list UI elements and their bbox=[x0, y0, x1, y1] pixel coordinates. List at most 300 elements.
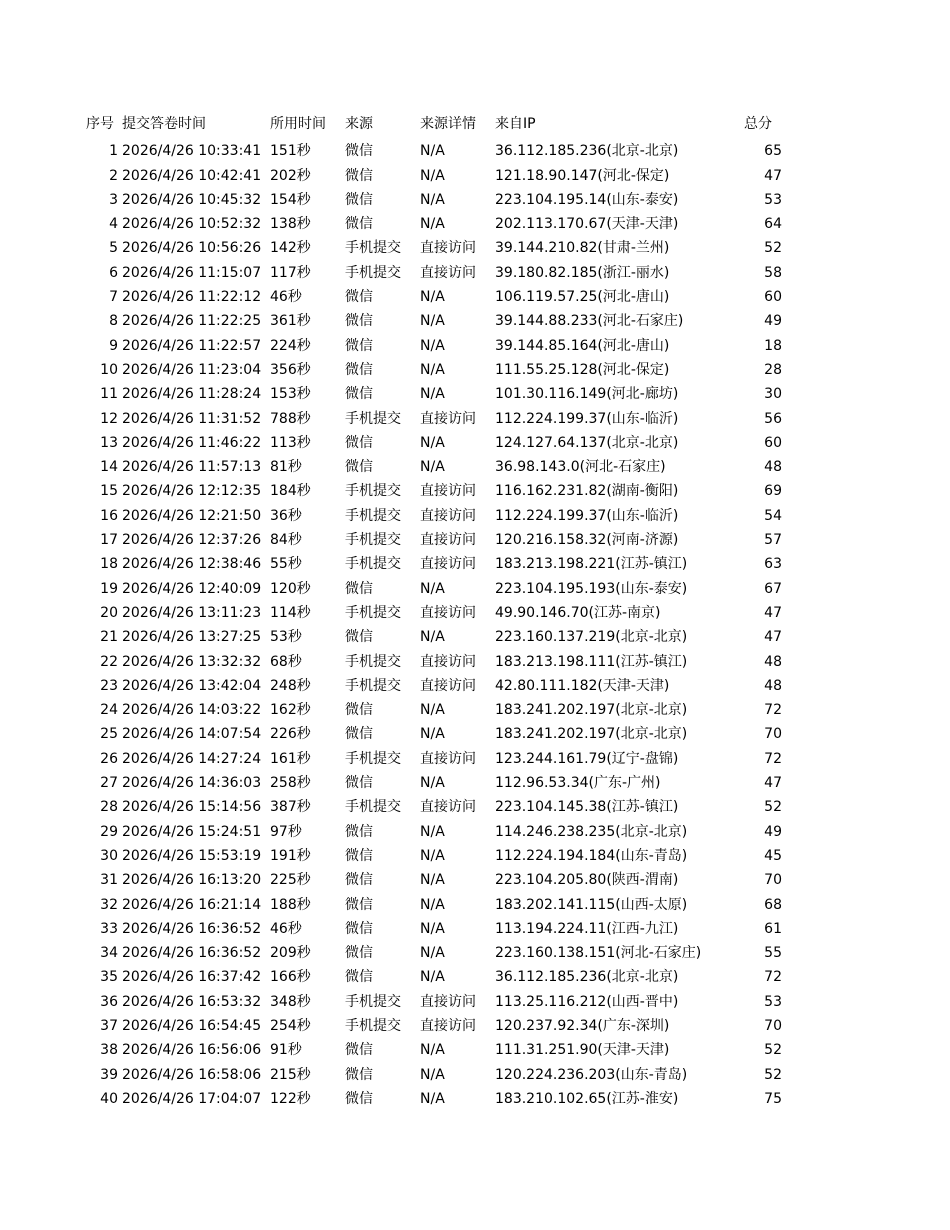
row-index: 16 bbox=[100, 507, 118, 524]
ip-address: 120.216.158.32(河南-济源) bbox=[495, 532, 679, 549]
submit-time: 2026/4/26 16:21:14 bbox=[122, 896, 262, 913]
source: 手机提交 bbox=[345, 532, 401, 549]
row-index: 3 bbox=[109, 191, 118, 208]
source-detail: N/A bbox=[420, 434, 445, 451]
duration: 142秒 bbox=[270, 240, 311, 257]
duration: 138秒 bbox=[270, 216, 311, 233]
source-detail: 直接访问 bbox=[420, 799, 476, 816]
row-index: 29 bbox=[100, 823, 118, 840]
total-score: 58 bbox=[764, 264, 782, 281]
source-detail: N/A bbox=[420, 629, 445, 646]
total-score: 52 bbox=[764, 240, 782, 257]
row-index: 40 bbox=[100, 1090, 118, 1107]
source: 微信 bbox=[345, 289, 373, 306]
duration: 113秒 bbox=[270, 434, 311, 451]
table-row bbox=[0, 306, 950, 330]
source-detail: N/A bbox=[420, 191, 445, 208]
ip-address: 36.98.143.0(河北-石家庄) bbox=[495, 459, 666, 476]
duration: 188秒 bbox=[270, 896, 311, 913]
duration: 53秒 bbox=[270, 629, 302, 646]
source-detail: N/A bbox=[420, 969, 445, 986]
row-index: 21 bbox=[100, 629, 118, 646]
row-index: 7 bbox=[109, 289, 118, 306]
ip-address: 183.210.102.65(江苏-淮安) bbox=[495, 1090, 679, 1107]
row-index: 35 bbox=[100, 969, 118, 986]
row-index: 23 bbox=[100, 677, 118, 694]
duration: 202秒 bbox=[270, 167, 311, 184]
table-row bbox=[0, 549, 950, 573]
ip-address: 112.96.53.34(广东-广州) bbox=[495, 775, 661, 792]
submit-time: 2026/4/26 15:53:19 bbox=[122, 847, 262, 864]
duration: 225秒 bbox=[270, 872, 311, 889]
ip-address: 120.237.92.34(广东-深圳) bbox=[495, 1017, 670, 1034]
total-score: 64 bbox=[764, 216, 782, 233]
total-score: 57 bbox=[764, 532, 782, 549]
source: 微信 bbox=[345, 1090, 373, 1107]
duration: 162秒 bbox=[270, 702, 311, 719]
duration: 191秒 bbox=[270, 847, 311, 864]
table-row bbox=[0, 501, 950, 525]
row-index: 34 bbox=[100, 945, 118, 962]
submit-time: 2026/4/26 16:54:45 bbox=[122, 1017, 262, 1034]
row-index: 11 bbox=[100, 386, 118, 403]
source: 微信 bbox=[345, 361, 373, 378]
ip-address: 39.144.88.233(河北-石家庄) bbox=[495, 313, 684, 330]
table-row bbox=[0, 282, 950, 306]
ip-address: 116.162.231.82(湖南-衡阳) bbox=[495, 483, 679, 500]
duration: 120秒 bbox=[270, 580, 311, 597]
submit-time: 2026/4/26 13:42:04 bbox=[122, 677, 262, 694]
source-detail: 直接访问 bbox=[420, 750, 476, 767]
total-score: 67 bbox=[764, 580, 782, 597]
total-score: 75 bbox=[764, 1090, 782, 1107]
ip-address: 36.112.185.236(北京-北京) bbox=[495, 143, 679, 160]
table-row bbox=[0, 647, 950, 671]
ip-address: 223.160.137.219(北京-北京) bbox=[495, 629, 688, 646]
source-detail: 直接访问 bbox=[420, 240, 476, 257]
header-ip: 来自IP bbox=[495, 116, 536, 132]
total-score: 72 bbox=[764, 702, 782, 719]
source-detail: N/A bbox=[420, 580, 445, 597]
source: 手机提交 bbox=[345, 1017, 401, 1034]
submit-time: 2026/4/26 12:21:50 bbox=[122, 507, 262, 524]
submit-time: 2026/4/26 14:07:54 bbox=[122, 726, 262, 743]
total-score: 65 bbox=[764, 143, 782, 160]
source: 手机提交 bbox=[345, 556, 401, 573]
duration: 348秒 bbox=[270, 993, 311, 1010]
source: 手机提交 bbox=[345, 483, 401, 500]
source-detail: N/A bbox=[420, 289, 445, 306]
total-score: 69 bbox=[764, 483, 782, 500]
source: 手机提交 bbox=[345, 653, 401, 670]
source: 手机提交 bbox=[345, 799, 401, 816]
row-index: 30 bbox=[100, 847, 118, 864]
table-header-row bbox=[0, 112, 950, 136]
submit-time: 2026/4/26 10:33:41 bbox=[122, 143, 262, 160]
table-body bbox=[0, 136, 950, 1108]
ip-address: 120.224.236.203(山东-青岛) bbox=[495, 1066, 688, 1083]
ip-address: 112.224.199.37(山东-临沂) bbox=[495, 507, 679, 524]
table-row bbox=[0, 452, 950, 476]
source-detail: N/A bbox=[420, 847, 445, 864]
ip-address: 39.180.82.185(浙江-丽水) bbox=[495, 264, 670, 281]
source-detail: 直接访问 bbox=[420, 410, 476, 427]
submit-time: 2026/4/26 11:28:24 bbox=[122, 386, 262, 403]
duration: 184秒 bbox=[270, 483, 311, 500]
ip-address: 123.244.161.79(辽宁-盘锦) bbox=[495, 750, 679, 767]
source-detail: 直接访问 bbox=[420, 264, 476, 281]
ip-address: 112.224.199.37(山东-临沂) bbox=[495, 410, 679, 427]
ip-address: 114.246.238.235(北京-北京) bbox=[495, 823, 688, 840]
row-index: 25 bbox=[100, 726, 118, 743]
source-detail: N/A bbox=[420, 337, 445, 354]
ip-address: 39.144.210.82(甘肃-兰州) bbox=[495, 240, 670, 257]
source-detail: N/A bbox=[420, 896, 445, 913]
source: 微信 bbox=[345, 337, 373, 354]
total-score: 61 bbox=[764, 920, 782, 937]
total-score: 18 bbox=[764, 337, 782, 354]
total-score: 48 bbox=[764, 459, 782, 476]
row-index: 8 bbox=[109, 313, 118, 330]
row-index: 32 bbox=[100, 896, 118, 913]
total-score: 70 bbox=[764, 1017, 782, 1034]
source-detail: 直接访问 bbox=[420, 507, 476, 524]
ip-address: 42.80.111.182(天津-天津) bbox=[495, 677, 670, 694]
duration: 153秒 bbox=[270, 386, 311, 403]
source-detail: 直接访问 bbox=[420, 532, 476, 549]
ip-address: 202.113.170.67(天津-天津) bbox=[495, 216, 679, 233]
ip-address: 223.104.145.38(江苏-镇江) bbox=[495, 799, 679, 816]
total-score: 48 bbox=[764, 653, 782, 670]
submit-time: 2026/4/26 16:13:20 bbox=[122, 872, 262, 889]
header-duration: 所用时间 bbox=[270, 116, 326, 132]
source: 微信 bbox=[345, 1066, 373, 1083]
source-detail: 直接访问 bbox=[420, 556, 476, 573]
duration: 81秒 bbox=[270, 459, 302, 476]
total-score: 47 bbox=[764, 167, 782, 184]
source-detail: 直接访问 bbox=[420, 993, 476, 1010]
source-detail: N/A bbox=[420, 167, 445, 184]
submit-time: 2026/4/26 14:03:22 bbox=[122, 702, 262, 719]
total-score: 49 bbox=[764, 823, 782, 840]
submit-time: 2026/4/26 16:37:42 bbox=[122, 969, 262, 986]
ip-address: 183.202.141.115(山西-太原) bbox=[495, 896, 688, 913]
total-score: 48 bbox=[764, 677, 782, 694]
submit-time: 2026/4/26 17:04:07 bbox=[122, 1090, 262, 1107]
source: 微信 bbox=[345, 702, 373, 719]
source: 微信 bbox=[345, 896, 373, 913]
source: 微信 bbox=[345, 823, 373, 840]
source: 手机提交 bbox=[345, 507, 401, 524]
duration: 161秒 bbox=[270, 750, 311, 767]
table-row bbox=[0, 817, 950, 841]
table-row bbox=[0, 1060, 950, 1084]
duration: 114秒 bbox=[270, 604, 311, 621]
table-row bbox=[0, 331, 950, 355]
source-detail: N/A bbox=[420, 459, 445, 476]
ip-address: 121.18.90.147(河北-保定) bbox=[495, 167, 670, 184]
table-row bbox=[0, 574, 950, 598]
source-detail: N/A bbox=[420, 1090, 445, 1107]
total-score: 53 bbox=[764, 191, 782, 208]
ip-address: 183.241.202.197(北京-北京) bbox=[495, 702, 688, 719]
submit-time: 2026/4/26 11:31:52 bbox=[122, 410, 262, 427]
source-detail: 直接访问 bbox=[420, 1017, 476, 1034]
source: 微信 bbox=[345, 920, 373, 937]
total-score: 53 bbox=[764, 993, 782, 1010]
submit-time: 2026/4/26 16:36:52 bbox=[122, 945, 262, 962]
source: 微信 bbox=[345, 580, 373, 597]
row-index: 18 bbox=[100, 556, 118, 573]
table-row bbox=[0, 525, 950, 549]
source: 微信 bbox=[345, 847, 373, 864]
source-detail: N/A bbox=[420, 143, 445, 160]
total-score: 55 bbox=[764, 945, 782, 962]
survey-results-table bbox=[0, 112, 950, 1108]
row-index: 36 bbox=[100, 993, 118, 1010]
source-detail: 直接访问 bbox=[420, 604, 476, 621]
row-index: 38 bbox=[100, 1042, 118, 1059]
source-detail: N/A bbox=[420, 216, 445, 233]
source: 微信 bbox=[345, 726, 373, 743]
table-row bbox=[0, 1035, 950, 1059]
submit-time: 2026/4/26 16:56:06 bbox=[122, 1042, 262, 1059]
ip-address: 183.213.198.221(江苏-镇江) bbox=[495, 556, 688, 573]
duration: 36秒 bbox=[270, 507, 302, 524]
duration: 166秒 bbox=[270, 969, 311, 986]
total-score: 72 bbox=[764, 750, 782, 767]
source: 微信 bbox=[345, 629, 373, 646]
total-score: 70 bbox=[764, 872, 782, 889]
table-row bbox=[0, 744, 950, 768]
table-row bbox=[0, 622, 950, 646]
table-row bbox=[0, 671, 950, 695]
table-row bbox=[0, 865, 950, 889]
row-index: 31 bbox=[100, 872, 118, 889]
submit-time: 2026/4/26 13:11:23 bbox=[122, 604, 262, 621]
table-row bbox=[0, 792, 950, 816]
source: 微信 bbox=[345, 191, 373, 208]
total-score: 68 bbox=[764, 896, 782, 913]
submit-time: 2026/4/26 12:37:26 bbox=[122, 532, 262, 549]
table-row bbox=[0, 428, 950, 452]
table-row bbox=[0, 161, 950, 185]
submit-time: 2026/4/26 11:22:25 bbox=[122, 313, 262, 330]
duration: 91秒 bbox=[270, 1042, 302, 1059]
duration: 226秒 bbox=[270, 726, 311, 743]
table-row bbox=[0, 962, 950, 986]
source-detail: 直接访问 bbox=[420, 483, 476, 500]
source: 手机提交 bbox=[345, 240, 401, 257]
row-index: 10 bbox=[100, 361, 118, 378]
source: 手机提交 bbox=[345, 264, 401, 281]
table-row bbox=[0, 719, 950, 743]
source-detail: N/A bbox=[420, 313, 445, 330]
total-score: 45 bbox=[764, 847, 782, 864]
duration: 46秒 bbox=[270, 289, 302, 306]
submit-time: 2026/4/26 15:14:56 bbox=[122, 799, 262, 816]
source: 手机提交 bbox=[345, 604, 401, 621]
duration: 154秒 bbox=[270, 191, 311, 208]
duration: 248秒 bbox=[270, 677, 311, 694]
total-score: 30 bbox=[764, 386, 782, 403]
duration: 254秒 bbox=[270, 1017, 311, 1034]
submit-time: 2026/4/26 16:36:52 bbox=[122, 920, 262, 937]
total-score: 60 bbox=[764, 434, 782, 451]
row-index: 28 bbox=[100, 799, 118, 816]
source-detail: N/A bbox=[420, 823, 445, 840]
source: 微信 bbox=[345, 459, 373, 476]
header-idx: 序号 bbox=[86, 116, 114, 132]
source: 微信 bbox=[345, 945, 373, 962]
ip-address: 223.104.195.14(山东-泰安) bbox=[495, 191, 679, 208]
row-index: 24 bbox=[100, 702, 118, 719]
source: 微信 bbox=[345, 775, 373, 792]
row-index: 20 bbox=[100, 604, 118, 621]
total-score: 70 bbox=[764, 726, 782, 743]
total-score: 47 bbox=[764, 775, 782, 792]
duration: 117秒 bbox=[270, 264, 311, 281]
table-row bbox=[0, 938, 950, 962]
submit-time: 2026/4/26 11:46:22 bbox=[122, 434, 262, 451]
row-index: 15 bbox=[100, 483, 118, 500]
source-detail: N/A bbox=[420, 945, 445, 962]
row-index: 27 bbox=[100, 775, 118, 792]
ip-address: 183.213.198.111(江苏-镇江) bbox=[495, 653, 688, 670]
source-detail: 直接访问 bbox=[420, 653, 476, 670]
row-index: 33 bbox=[100, 920, 118, 937]
header-source: 来源 bbox=[345, 116, 373, 132]
row-index: 19 bbox=[100, 580, 118, 597]
submit-time: 2026/4/26 10:52:32 bbox=[122, 216, 262, 233]
source-detail: N/A bbox=[420, 872, 445, 889]
duration: 97秒 bbox=[270, 823, 302, 840]
source: 微信 bbox=[345, 386, 373, 403]
total-score: 47 bbox=[764, 629, 782, 646]
source-detail: N/A bbox=[420, 702, 445, 719]
header-source-detail: 来源详情 bbox=[420, 116, 476, 132]
submit-time: 2026/4/26 11:22:57 bbox=[122, 337, 262, 354]
header-score: 总分 bbox=[744, 116, 772, 132]
source-detail: N/A bbox=[420, 1042, 445, 1059]
table-row bbox=[0, 1011, 950, 1035]
ip-address: 223.104.195.193(山东-泰安) bbox=[495, 580, 688, 597]
source: 微信 bbox=[345, 216, 373, 233]
duration: 258秒 bbox=[270, 775, 311, 792]
source: 微信 bbox=[345, 143, 373, 160]
submit-time: 2026/4/26 14:27:24 bbox=[122, 750, 262, 767]
submit-time: 2026/4/26 16:53:32 bbox=[122, 993, 262, 1010]
total-score: 47 bbox=[764, 604, 782, 621]
source: 微信 bbox=[345, 1042, 373, 1059]
source-detail: N/A bbox=[420, 1066, 445, 1083]
row-index: 13 bbox=[100, 434, 118, 451]
source-detail: 直接访问 bbox=[420, 677, 476, 694]
ip-address: 39.144.85.164(河北-唐山) bbox=[495, 337, 670, 354]
row-index: 5 bbox=[109, 240, 118, 257]
duration: 209秒 bbox=[270, 945, 311, 962]
submit-time: 2026/4/26 13:32:32 bbox=[122, 653, 262, 670]
ip-address: 49.90.146.70(江苏-南京) bbox=[495, 604, 661, 621]
source: 微信 bbox=[345, 872, 373, 889]
submit-time: 2026/4/26 14:36:03 bbox=[122, 775, 262, 792]
source: 微信 bbox=[345, 167, 373, 184]
source: 微信 bbox=[345, 434, 373, 451]
submit-time: 2026/4/26 11:22:12 bbox=[122, 289, 262, 306]
duration: 387秒 bbox=[270, 799, 311, 816]
row-index: 39 bbox=[100, 1066, 118, 1083]
total-score: 60 bbox=[764, 289, 782, 306]
source-detail: N/A bbox=[420, 920, 445, 937]
table-row bbox=[0, 1084, 950, 1108]
row-index: 22 bbox=[100, 653, 118, 670]
table-row bbox=[0, 695, 950, 719]
total-score: 63 bbox=[764, 556, 782, 573]
row-index: 14 bbox=[100, 459, 118, 476]
submit-time: 2026/4/26 13:27:25 bbox=[122, 629, 262, 646]
duration: 356秒 bbox=[270, 361, 311, 378]
row-index: 4 bbox=[109, 216, 118, 233]
table-row bbox=[0, 379, 950, 403]
submit-time: 2026/4/26 10:42:41 bbox=[122, 167, 262, 184]
source-detail: N/A bbox=[420, 775, 445, 792]
ip-address: 101.30.116.149(河北-廊坊) bbox=[495, 386, 679, 403]
submit-time: 2026/4/26 16:58:06 bbox=[122, 1066, 262, 1083]
ip-address: 223.104.205.80(陕西-渭南) bbox=[495, 872, 679, 889]
source: 手机提交 bbox=[345, 993, 401, 1010]
total-score: 52 bbox=[764, 1042, 782, 1059]
total-score: 56 bbox=[764, 410, 782, 427]
header-submit-time: 提交答卷时间 bbox=[122, 116, 206, 132]
duration: 151秒 bbox=[270, 143, 311, 160]
submit-time: 2026/4/26 15:24:51 bbox=[122, 823, 262, 840]
total-score: 49 bbox=[764, 313, 782, 330]
source: 手机提交 bbox=[345, 750, 401, 767]
submit-time: 2026/4/26 11:57:13 bbox=[122, 459, 262, 476]
table-row bbox=[0, 258, 950, 282]
row-index: 2 bbox=[109, 167, 118, 184]
table-row bbox=[0, 136, 950, 160]
submit-time: 2026/4/26 10:56:26 bbox=[122, 240, 262, 257]
duration: 122秒 bbox=[270, 1090, 311, 1107]
ip-address: 124.127.64.137(北京-北京) bbox=[495, 434, 679, 451]
table-row bbox=[0, 768, 950, 792]
ip-address: 223.160.138.151(河北-石家庄) bbox=[495, 945, 702, 962]
source-detail: N/A bbox=[420, 726, 445, 743]
source-detail: N/A bbox=[420, 386, 445, 403]
duration: 68秒 bbox=[270, 653, 302, 670]
table-row bbox=[0, 598, 950, 622]
table-row bbox=[0, 233, 950, 257]
duration: 361秒 bbox=[270, 313, 311, 330]
row-index: 12 bbox=[100, 410, 118, 427]
ip-address: 111.31.251.90(天津-天津) bbox=[495, 1042, 670, 1059]
ip-address: 112.224.194.184(山东-青岛) bbox=[495, 847, 688, 864]
ip-address: 113.194.224.11(江西-九江) bbox=[495, 920, 679, 937]
row-index: 1 bbox=[109, 143, 118, 160]
row-index: 9 bbox=[109, 337, 118, 354]
table-row bbox=[0, 841, 950, 865]
submit-time: 2026/4/26 11:23:04 bbox=[122, 361, 262, 378]
duration: 55秒 bbox=[270, 556, 302, 573]
ip-address: 111.55.25.128(河北-保定) bbox=[495, 361, 670, 378]
row-index: 17 bbox=[100, 532, 118, 549]
submit-time: 2026/4/26 11:15:07 bbox=[122, 264, 262, 281]
duration: 215秒 bbox=[270, 1066, 311, 1083]
submit-time: 2026/4/26 12:38:46 bbox=[122, 556, 262, 573]
duration: 788秒 bbox=[270, 410, 311, 427]
ip-address: 36.112.185.236(北京-北京) bbox=[495, 969, 679, 986]
